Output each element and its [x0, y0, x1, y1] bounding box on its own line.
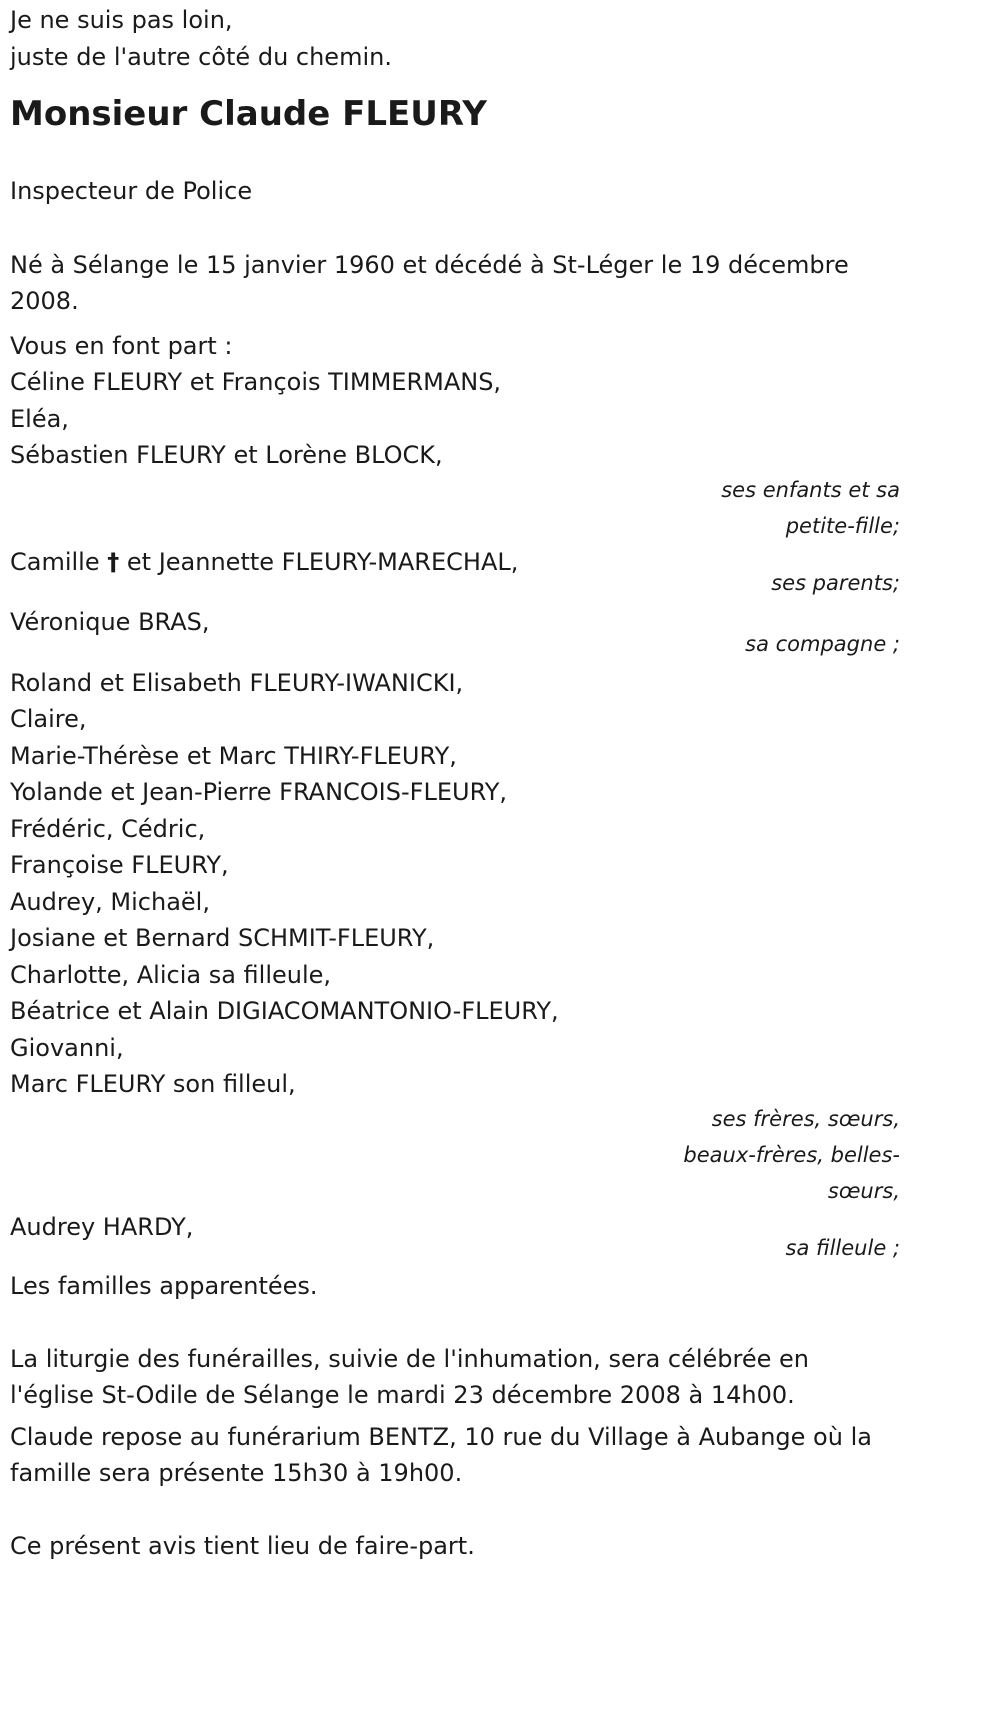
parent-rest: et Jeannette FLEURY-MARECHAL, [126, 547, 519, 576]
birth-death: Né à Sélange le 15 janvier 1960 et décédé à St-Léger le 19 décembre 2008. [10, 250, 849, 315]
family-line: Giovanni, [10, 1033, 124, 1062]
goddaughter-role: sa filleule ; [785, 1236, 900, 1260]
visitation-text: Claude repose au funérarium BENTZ, 10 rue du Village à Aubange où la famille sera présente 15h30 à 19h00. [10, 1422, 872, 1487]
profession: Inspecteur de Police [10, 177, 253, 205]
deceased-name: Monsieur Claude FLEURY [10, 94, 487, 134]
death-notice [10, 0, 900, 1564]
siblings-role: beaux-frères, belles- [683, 1142, 900, 1167]
partner-role: sa compagne ; [745, 631, 900, 656]
siblings-role: sœurs, [827, 1178, 900, 1203]
siblings-role: ses frères, sœurs, [711, 1106, 900, 1131]
family-line: Eléa, [10, 404, 69, 433]
family-line: Audrey, Michaël, [10, 887, 210, 916]
family-line: Marie-Thérèse et Marc THIRY-FLEURY, [10, 741, 457, 770]
families-line: Les familles apparentées. [10, 1272, 318, 1300]
funeral-text: La liturgie des funérailles, suivie de l'inhumation, sera célébrée en l'église St-Odile de Sélange le mardi 23 décembre 2008 à 14h00. [10, 1344, 810, 1409]
family-line: Sébastien FLEURY et Lorène BLOCK, [10, 441, 443, 469]
partner-block [10, 604, 900, 662]
intro-text: Vous en font part : [10, 331, 233, 360]
family-line: Yolande et Jean-Pierre FRANCOIS-FLEURY, [10, 778, 507, 806]
closing-text: Ce présent avis tient lieu de faire-part. [10, 1531, 475, 1560]
epigraph-line: juste de l'autre côté du chemin. [10, 42, 392, 71]
family-line: Béatrice et Alain DIGIACOMANTONIO-FLEURY, [10, 997, 559, 1025]
family-line: Charlotte, Alicia sa filleule, [10, 960, 332, 989]
siblings-block [10, 665, 900, 1209]
cross-icon: † [107, 547, 120, 576]
family-line: Marc FLEURY son filleul, [10, 1070, 296, 1098]
parents-role: ses parents; [771, 571, 900, 595]
family-line: Véronique BRAS, [10, 608, 210, 636]
family-line: Céline FLEURY et François TIMMERMANS, [10, 368, 502, 396]
family-line: Claire, [10, 705, 87, 733]
epigraph-line: Je ne suis pas loin, [10, 6, 233, 34]
parents-block [10, 544, 900, 602]
epigraph [10, 2, 900, 75]
goddaughter-block [10, 1209, 900, 1267]
family-line: Françoise FLEURY, [10, 851, 229, 879]
family-line: Audrey HARDY, [10, 1212, 194, 1241]
family-line: Roland et Elisabeth FLEURY-IWANICKI, [10, 668, 464, 697]
children-role: ses enfants et sa [721, 477, 900, 502]
children-block [10, 364, 900, 544]
children-role: petite-fille; [785, 513, 900, 538]
parent-father: Camille [10, 547, 100, 576]
family-line: Frédéric, Cédric, [10, 814, 206, 843]
family-line: Josiane et Bernard SCHMIT-FLEURY, [10, 924, 435, 952]
